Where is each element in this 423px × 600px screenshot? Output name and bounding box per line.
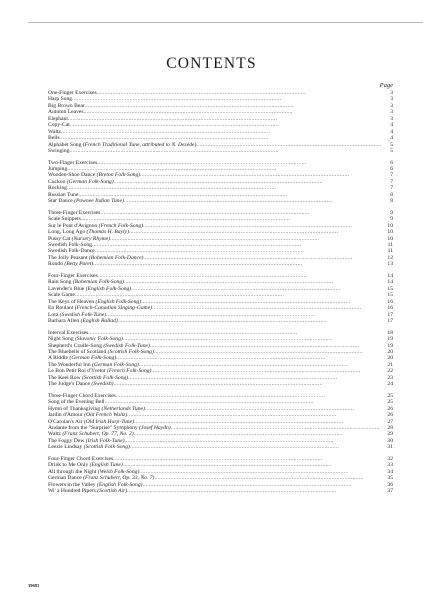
entry-title: Jardin d'Amour — [48, 412, 83, 419]
entry-page-number: 20 — [387, 348, 393, 355]
entry-source: (English Folk-Song) — [85, 285, 132, 292]
entry-page-number: 6 — [390, 159, 393, 166]
toc-entry — [48, 261, 393, 267]
entry-title: Jumping — [48, 166, 68, 172]
entry-source: (Pawnee Indian Tune) — [74, 198, 124, 205]
entry-source: (Welsh Folk-Song) — [97, 468, 140, 475]
entry-page-number: 31 — [387, 444, 393, 451]
entry-title: Rain Song — [48, 279, 72, 286]
entry-page-number: 16 — [387, 305, 393, 312]
entry-title: Bells — [48, 135, 60, 142]
entry-page-number: 22 — [387, 368, 393, 375]
entry-source: (English Folk-Song) — [95, 298, 142, 305]
entry-source: (Betty Paret) — [64, 261, 94, 268]
entry-title: Copy-Cat — [48, 122, 70, 129]
entry-page-number: 33 — [387, 462, 393, 469]
entry-source: (German Folk-Song) — [69, 355, 117, 362]
entry-title: Rondo — [48, 261, 63, 268]
entry-page-number: 19 — [387, 336, 393, 343]
entry-title: The Judge's Dance — [48, 381, 91, 388]
entry-page-number: 34 — [387, 468, 393, 475]
entry-title: Elephant — [48, 115, 68, 122]
entry-page-number: 16 — [387, 298, 393, 305]
entry-page-number: 3 — [390, 90, 393, 96]
entry-source: (Thomas H. Bayly) — [86, 229, 129, 236]
entry-page-number: 4 — [390, 135, 393, 142]
entry-page-number: 23 — [387, 374, 393, 381]
entry-page-number: 8 — [390, 198, 393, 205]
entry-title: Long, Long Ago — [48, 229, 86, 236]
entry-source: (Swedish Folk-Tune) — [103, 342, 150, 349]
entry-page-number: 28 — [387, 424, 393, 431]
entry-page-number: 30 — [387, 437, 393, 444]
entry-page-number: 5 — [390, 147, 393, 154]
entry-title: Waltz — [48, 431, 61, 438]
entry-page-number: 9 — [390, 216, 393, 223]
entry-title: Wi' a Hundred Pipers — [48, 488, 96, 495]
page-title: CONTENTS — [166, 55, 257, 72]
entry-title: Rocking — [48, 185, 67, 192]
entry-page-number: 26 — [387, 412, 393, 419]
entry-title: En Roulant — [48, 305, 74, 312]
entry-source: (Nursery Rhyme) — [71, 235, 111, 242]
entry-title: Sur le Pont d'Avignon — [48, 222, 98, 229]
entry-source: (French-Canadian Singing-Game) — [74, 305, 153, 312]
entry-title: Russian Tune — [48, 191, 79, 198]
toc-entry — [48, 198, 393, 204]
entry-page-number: 14 — [387, 272, 393, 279]
dot-leader — [118, 318, 381, 324]
entry-page-number: 19 — [387, 342, 393, 349]
dot-leader — [69, 148, 381, 154]
entry-title: One-Finger Exercises — [48, 90, 97, 96]
entry-page-number: 24 — [387, 381, 393, 388]
entry-title: The Foggy Dew — [48, 437, 85, 444]
entry-source: (Scottish Folk-Song) — [82, 374, 129, 381]
entry-source: (Old French Waltz) — [84, 412, 128, 419]
entry-title: Cuckoo — [48, 178, 66, 185]
entry-page-number: 15 — [387, 292, 393, 299]
entry-title: Night Song — [48, 336, 74, 343]
entry-title: Flowers in the Valley — [48, 481, 96, 488]
entry-page-number: 7 — [390, 172, 393, 179]
entry-title: Swedish Folk-Song — [48, 242, 92, 248]
entry-source: (Irish Folk-Tune) — [85, 437, 125, 444]
entry-page-number: 15 — [387, 285, 393, 292]
entry-title: All through the Night — [48, 468, 97, 475]
entry-page-number: 3 — [390, 109, 393, 116]
dot-leader — [124, 198, 381, 204]
entry-title: Barbara Allen — [48, 318, 80, 324]
entry-title: Andante from the "Surprise" Symphony — [48, 424, 138, 431]
entry-title: The Keys of Heaven — [48, 298, 95, 305]
entry-title: O'Carolan's Air — [48, 418, 83, 425]
entry-page-number: 17 — [387, 311, 393, 318]
toc-section — [48, 160, 393, 205]
dot-leader — [113, 381, 381, 387]
entry-title: The Jolly Peasant — [48, 254, 88, 261]
entry-page-number: 5 — [390, 141, 393, 148]
entry-page-number: 29 — [387, 431, 393, 438]
entry-page-number: 25 — [387, 392, 393, 399]
entry-title: Lota — [48, 311, 59, 318]
entry-source: (English Folk-Song) — [97, 481, 143, 488]
entry-title: Three-Finger Exercises — [48, 209, 101, 216]
entry-page-number: 10 — [387, 235, 393, 242]
entry-page-number: 21 — [387, 361, 393, 368]
entry-title: Alphabet Song — [48, 141, 82, 148]
entry-page-number: 11 — [387, 248, 393, 255]
entry-title: Hymn of Thanksgiving — [48, 405, 101, 412]
entry-source: (French Traditional Tune, attributed to N. Dezède) — [82, 141, 197, 148]
entry-page-number: 27 — [387, 418, 393, 425]
entry-page-number: 18 — [387, 329, 393, 336]
entry-title: Le Bon Petit Roi d'Yvetot — [48, 368, 106, 375]
entry-source: (English Ballad) — [80, 318, 118, 324]
entry-title: Big Brown Bear — [48, 102, 85, 109]
entry-title: Wooden-Shoe Dance — [48, 172, 96, 179]
entry-title: Four-Finger Exercises — [48, 272, 98, 279]
toc-entry — [48, 381, 393, 387]
toc-section — [48, 273, 393, 325]
dot-leader — [127, 488, 381, 494]
entry-source: (Netherlands Tune) — [101, 405, 145, 412]
entry-title: Waltz — [48, 128, 61, 135]
entry-page-number: 8 — [390, 191, 393, 198]
entry-title: Shepherd's Cradle-Song — [48, 342, 102, 349]
toc-entry — [48, 318, 393, 324]
entry-title: Swinging — [48, 147, 70, 154]
entry-page-number: 14 — [387, 279, 393, 286]
entry-title: Scale Game — [48, 292, 75, 299]
entry-title: Lavender's Blue — [48, 285, 85, 292]
entry-page-number: 4 — [390, 128, 393, 135]
entry-source: (Scottish Folk-Song) — [107, 348, 154, 355]
entry-title: Two-Finger Exercises — [48, 159, 98, 166]
entry-page-number: 3 — [390, 96, 393, 103]
entry-source: (Slavonic Folk-Song) — [75, 336, 123, 343]
entry-source: (Josef Haydn) — [139, 424, 171, 431]
entry-source: (Bohemian Folk-Song) — [72, 279, 124, 286]
toc-entry — [48, 148, 393, 154]
entry-title: Four-Finger Chord Exercises — [48, 455, 114, 462]
entry-title: Autumn Leaves — [48, 109, 84, 116]
entry-title: Harp Song — [48, 96, 73, 103]
entry-page-number: 11 — [387, 242, 393, 248]
entry-source: (French Folk-Song) — [107, 368, 152, 375]
toc-section — [48, 393, 393, 451]
toc-section — [48, 210, 393, 268]
entry-page-number: 36 — [387, 481, 393, 488]
toc-entry — [48, 488, 393, 494]
top-rule — [28, 22, 423, 23]
dot-leader — [130, 444, 381, 450]
toc-section — [48, 330, 393, 388]
entry-page-number: 32 — [387, 455, 393, 462]
table-of-contents — [48, 90, 393, 500]
entry-source: (Bohemian Folk-Dance) — [88, 254, 144, 261]
entry-page-number: 10 — [387, 222, 393, 229]
entry-title: Drink to Me Only — [48, 462, 89, 469]
entry-source: (French Folk-Song) — [98, 222, 144, 229]
entry-page-number: 17 — [387, 318, 393, 324]
entry-page-number: 7 — [390, 185, 393, 192]
entry-page-number: 3 — [390, 115, 393, 122]
entry-title: Swedish Folk-Dance — [48, 248, 95, 255]
toc-section — [48, 456, 393, 495]
entry-page-number: 6 — [390, 166, 393, 172]
entry-page-number: 4 — [390, 122, 393, 129]
entry-title: Interval Exercises — [48, 329, 89, 336]
entry-title: A Riddle — [48, 355, 69, 362]
entry-source: (Scottish Folk-Song) — [83, 444, 130, 451]
entry-page-number: 25 — [387, 399, 393, 406]
entry-source: (German Folk-Song) — [66, 178, 114, 185]
entry-page-number: 13 — [387, 261, 393, 268]
entry-title: Scale Snippets — [48, 216, 81, 223]
entry-title: German Dance — [48, 475, 82, 482]
entry-page-number: 37 — [387, 488, 393, 495]
page-column-label: Page — [379, 82, 393, 89]
footer-mark: 39681 — [28, 583, 40, 588]
dot-leader — [93, 261, 381, 267]
entry-source: (Breton Folk-Song) — [96, 172, 141, 179]
entry-source: (Franz Schubert, Op. 77, No. 2) — [62, 431, 134, 438]
entry-title: Three-Finger Chord Exercises — [48, 392, 116, 399]
entry-source: (Old Irish Harp-Tune) — [83, 418, 134, 425]
entry-page-number: 3 — [390, 102, 393, 109]
entry-page-number: 9 — [390, 209, 393, 216]
entry-source: (Franz Schubert, Op. 33, No. 7) — [83, 475, 155, 482]
entry-page-number: 12 — [387, 254, 393, 261]
entry-title: Pussy Cat — [48, 235, 71, 242]
toc-section — [48, 90, 393, 154]
entry-source: (German Folk-Song) — [92, 361, 139, 368]
entry-title: Leezie Lindsay — [48, 444, 83, 451]
toc-entry — [48, 444, 393, 450]
entry-title: The Keel Row — [48, 374, 81, 381]
entry-page-number: 7 — [390, 178, 393, 185]
entry-source: (Swedish Folk-Tune) — [59, 311, 107, 318]
entry-source: (English Tune) — [89, 462, 123, 469]
entry-title: Song of the Evening Bell — [48, 399, 105, 406]
entry-page-number: 20 — [387, 355, 393, 362]
entry-page-number: 10 — [387, 229, 393, 236]
entry-title: Star Dance — [48, 198, 73, 205]
entry-page-number: 26 — [387, 405, 393, 412]
entry-page-number: 35 — [387, 475, 393, 482]
entry-source: (Scottish Air) — [97, 488, 128, 495]
entry-source: (Swedish) — [91, 381, 114, 388]
entry-title: The Wonderful Inn — [48, 361, 91, 368]
entry-title: The Bluebells of Scotland — [48, 348, 107, 355]
